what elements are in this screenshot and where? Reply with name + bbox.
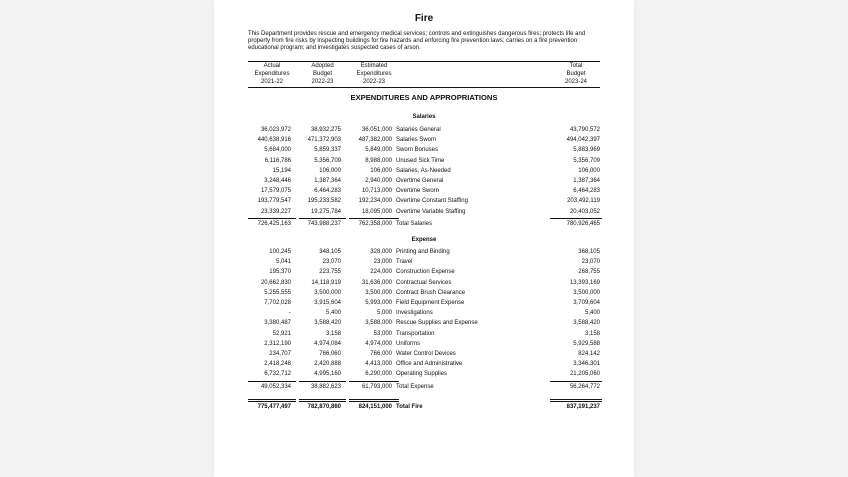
budget-2023-24-cell: 837,191,237: [566, 404, 600, 411]
estimated-2022-23-cell: 18,095,000: [361, 208, 392, 215]
table-row: [214, 156, 634, 166]
department-description: This Department provides rescue and emergency medical services; controls and extinguishes dangerous fires; protects life and property from fire risks by inspecting buildings for fire hazards and enforcing fire prevention laws; carries on a fire prevention educational program; and investigates suspected cases of arson.: [248, 31, 586, 52]
subtotal-rule: [299, 381, 346, 382]
budget-2023-24-cell: 368,105: [578, 249, 600, 255]
table-row: [214, 257, 634, 267]
adopted-2022-23-cell: 38,932,275: [310, 127, 341, 133]
estimated-2022-23-cell: 5,993,000: [365, 300, 392, 306]
table-row: [214, 145, 634, 155]
line-item-cell: Salaries, As-Needed: [396, 167, 451, 174]
header-line: Actual: [263, 63, 281, 69]
adopted-2022-23-cell: 766,060: [319, 351, 341, 357]
budget-2023-24-cell: 106,000: [578, 167, 600, 174]
estimated-2022-23-cell: 8,988,000: [365, 157, 392, 164]
header-line: Budget: [312, 71, 333, 77]
actual-2021-22-cell: 3,380,487: [264, 320, 291, 327]
actual-2021-22-cell: 440,638,916: [257, 137, 291, 144]
table-row: [214, 288, 634, 298]
line-item-cell: Overtime Variable Staffing: [396, 208, 466, 215]
section-title: EXPENDITURES AND APPROPRIATIONS: [350, 93, 498, 102]
line-item-cell: Total Fire: [396, 404, 423, 411]
budget-2023-24-cell: 56,264,772: [569, 384, 600, 391]
adopted-2022-23-cell: 19,275,784: [310, 208, 341, 215]
line-item-cell: Salaries Sworn: [396, 137, 437, 144]
table-row: [214, 349, 634, 359]
estimated-2022-23-cell: 328,000: [370, 249, 392, 255]
estimated-2022-23-cell: 106,000: [370, 167, 392, 174]
adopted-2022-23-cell: 5,859,337: [314, 147, 341, 154]
salaries-total-row: [214, 219, 634, 229]
actual-2021-22-cell: 17,579,075: [260, 188, 291, 195]
header-line: 2022-23: [311, 79, 334, 85]
line-item-cell: Uniforms: [396, 340, 421, 347]
adopted-2022-23-cell: 3,588,420: [314, 320, 341, 327]
line-item-cell: Water Control Devices: [396, 351, 456, 357]
actual-2021-22-cell: 52,921: [272, 330, 291, 337]
table-row: [214, 329, 634, 339]
line-item-cell: Construction Expense: [396, 269, 455, 276]
budget-2023-24-cell: 3,709,604: [573, 300, 600, 306]
grand-total-rule: [299, 401, 346, 402]
line-item-cell: Field Equipment Expense: [396, 300, 465, 306]
table-row: [214, 125, 634, 135]
header-line: 2023-24: [564, 79, 588, 85]
adopted-2022-23-cell: 6,464,283: [314, 188, 341, 195]
header-line: Expenditures: [254, 71, 290, 77]
expense-total-row: [214, 382, 634, 392]
actual-2021-22-cell: 193,779,547: [257, 198, 291, 205]
adopted-2022-23-cell: 782,870,860: [307, 404, 341, 411]
table-row: [214, 278, 634, 288]
adopted-2022-23-cell: 3,915,604: [314, 300, 341, 306]
line-item-cell: Operating Supplies: [396, 371, 448, 378]
grand-total-row: [214, 402, 634, 412]
adopted-2022-23-cell: 106,000: [319, 167, 341, 174]
estimated-2022-23-cell: 31,636,000: [361, 279, 392, 286]
budget-2023-24-cell: 494,042,397: [566, 137, 600, 144]
estimated-2022-23-cell: 5,000: [376, 310, 392, 317]
adopted-2022-23-cell: 4,974,084: [314, 340, 341, 347]
budget-2023-24-cell: 3,346,301: [573, 361, 600, 368]
table-row: [214, 298, 634, 308]
budget-2023-24-cell: 3,500,000: [573, 289, 600, 296]
estimated-2022-23-cell: 2,940,000: [365, 178, 392, 184]
budget-2023-24-cell: 13,393,169: [569, 279, 600, 286]
line-item-cell: Overtime General: [396, 178, 444, 184]
estimated-2022-23-cell: 224,000: [370, 269, 392, 276]
budget-2023-24-cell: 20,403,052: [569, 208, 600, 215]
budget-2023-24-cell: 268,755: [578, 269, 600, 276]
table-row: [214, 267, 634, 277]
estimated-2022-23-cell: 4,974,000: [365, 340, 392, 347]
header-line: Expenditures: [356, 71, 392, 77]
estimated-2022-23-cell: 3,588,000: [365, 320, 392, 327]
actual-2021-22-cell: 775,477,497: [257, 404, 291, 411]
budget-2023-24-cell: 23,070: [581, 259, 600, 266]
subtotal-rule: [349, 218, 399, 219]
actual-2021-22-cell: 5,041: [275, 259, 291, 266]
grand-total-rule: [349, 399, 399, 400]
line-item-cell: Sworn Bonuses: [396, 147, 439, 154]
header-bottom-rule: [248, 87, 600, 88]
actual-2021-22-cell: -: [289, 310, 291, 317]
adopted-2022-23-cell: 38,882,623: [310, 384, 341, 391]
actual-2021-22-cell: 2,312,190: [264, 340, 291, 347]
budget-2023-24-cell: 5,356,709: [573, 157, 600, 164]
adopted-2022-23-cell: 195,233,582: [307, 198, 341, 205]
line-item-cell: Investigations: [396, 310, 433, 317]
salaries-heading: Salaries: [412, 114, 436, 120]
table-row: [214, 166, 634, 176]
line-item-cell: Rescue Supplies and Expense: [396, 320, 478, 327]
estimated-2022-23-cell: 3,500,000: [365, 289, 392, 296]
budget-2023-24-cell: 3,158: [584, 330, 600, 337]
header-line: Estimated: [360, 63, 388, 69]
adopted-2022-23-cell: 14,118,919: [311, 279, 341, 286]
actual-2021-22-cell: 195,370: [269, 269, 291, 276]
actual-2021-22-cell: 5,255,555: [264, 289, 291, 296]
estimated-2022-23-cell: 53,000: [373, 330, 392, 337]
grand-total-rule: [349, 401, 399, 402]
column-header-adopted: [299, 62, 346, 86]
line-item-cell: Travel: [396, 259, 413, 266]
estimated-2022-23-cell: 61,793,000: [361, 384, 392, 391]
table-row: [214, 308, 634, 318]
actual-2021-22-cell: 7,702,028: [264, 300, 291, 306]
actual-2021-22-cell: 15,194: [272, 167, 291, 174]
grand-total-rule: [550, 401, 602, 402]
actual-2021-22-cell: 726,425,163: [257, 221, 291, 228]
estimated-2022-23-cell: 824,151,000: [358, 404, 392, 411]
subtotal-rule: [349, 381, 399, 382]
line-item-cell: Total Salaries: [396, 221, 433, 228]
header-line: Adopted: [311, 63, 334, 69]
budget-2023-24-cell: 1,387,364: [573, 178, 600, 184]
estimated-2022-23-cell: 192,234,000: [358, 198, 392, 205]
actual-2021-22-cell: 5,684,000: [264, 147, 291, 154]
budget-2023-24-cell: 5,883,969: [573, 147, 600, 154]
adopted-2022-23-cell: 471,372,903: [307, 137, 341, 144]
actual-2021-22-cell: 2,418,248: [264, 361, 291, 368]
adopted-2022-23-cell: 223,755: [319, 269, 341, 276]
estimated-2022-23-cell: 762,358,000: [358, 221, 392, 228]
subtotal-rule: [248, 381, 296, 382]
line-item-cell: Unused Sick Time: [396, 157, 445, 164]
table-row: [214, 207, 634, 217]
table-row: [214, 339, 634, 349]
table-row: [214, 135, 634, 145]
estimated-2022-23-cell: 36,051,000: [361, 127, 392, 133]
column-header-actual: [248, 62, 296, 86]
line-item-cell: Transportation: [396, 330, 435, 337]
budget-2023-24-cell: 203,492,119: [567, 198, 600, 205]
adopted-2022-23-cell: 348,105: [319, 249, 341, 255]
budget-2023-24-cell: 5,929,588: [573, 340, 600, 347]
estimated-2022-23-cell: 4,413,000: [365, 361, 392, 368]
table-row: [214, 196, 634, 206]
budget-2023-24-cell: 3,588,420: [573, 320, 600, 327]
table-row: [214, 186, 634, 196]
estimated-2022-23-cell: 10,713,000: [361, 188, 392, 195]
actual-2021-22-cell: 20,662,830: [260, 279, 291, 286]
subtotal-rule: [550, 218, 602, 219]
grand-total-rule: [299, 399, 346, 400]
header-line: Total: [569, 63, 583, 69]
actual-2021-22-cell: 234,707: [269, 351, 291, 357]
budget-2023-24-cell: 780,926,465: [566, 221, 600, 228]
table-row: [214, 359, 634, 369]
adopted-2022-23-cell: 3,158: [325, 330, 341, 337]
actual-2021-22-cell: 23,339,227: [260, 208, 291, 215]
actual-2021-22-cell: 100,245: [269, 249, 291, 255]
subtotal-rule: [299, 218, 346, 219]
budget-2023-24-cell: 43,790,572: [569, 127, 600, 133]
budget-2023-24-cell: 6,464,283: [573, 188, 600, 195]
header-line: Budget: [566, 71, 586, 77]
grand-total-rule: [550, 399, 602, 400]
estimated-2022-23-cell: 766,000: [370, 351, 392, 357]
line-item-cell: Overtime Sworn: [396, 188, 440, 195]
line-item-cell: Office and Administrative: [396, 361, 463, 368]
actual-2021-22-cell: 3,248,446: [264, 178, 291, 184]
adopted-2022-23-cell: 2,420,888: [314, 361, 341, 368]
estimated-2022-23-cell: 23,000: [373, 259, 392, 266]
grand-total-rule: [248, 399, 296, 400]
line-item-cell: Printing and Binding: [396, 249, 450, 255]
column-header-total: [550, 62, 602, 86]
adopted-2022-23-cell: 5,356,709: [314, 157, 341, 164]
line-item-cell: Overtime Constant Staffing: [396, 198, 468, 205]
actual-2021-22-cell: 36,023,972: [260, 127, 291, 133]
expense-heading: Expense: [411, 237, 437, 243]
subtotal-rule: [550, 381, 602, 382]
adopted-2022-23-cell: 743,988,237: [307, 221, 341, 228]
line-item-cell: Contractual Services: [396, 279, 452, 286]
adopted-2022-23-cell: 5,400: [325, 310, 341, 317]
header-top-rule: [248, 61, 600, 62]
adopted-2022-23-cell: 1,387,364: [314, 178, 341, 184]
estimated-2022-23-cell: 487,382,000: [358, 137, 392, 144]
adopted-2022-23-cell: 4,995,160: [314, 371, 341, 378]
budget-2023-24-cell: 824,142: [578, 351, 600, 357]
page-title: Fire: [414, 13, 434, 24]
subtotal-rule: [248, 218, 296, 219]
actual-2021-22-cell: 6,116,786: [264, 157, 291, 164]
header-line: 2021-22: [260, 79, 284, 85]
table-row: [214, 176, 634, 186]
adopted-2022-23-cell: 23,070: [322, 259, 341, 266]
line-item-cell: Total Expense: [396, 384, 434, 391]
budget-page: [214, 0, 634, 477]
actual-2021-22-cell: 6,732,712: [264, 371, 291, 378]
table-row: [214, 318, 634, 328]
budget-2023-24-cell: 21,205,060: [569, 371, 600, 378]
budget-2023-24-cell: 5,400: [584, 310, 600, 317]
table-row: [214, 369, 634, 379]
actual-2021-22-cell: 49,052,334: [260, 384, 291, 391]
column-header-estimated: [349, 62, 399, 86]
grand-total-rule: [248, 401, 296, 402]
line-item-cell: Salaries General: [396, 127, 441, 133]
table-row: [214, 247, 634, 257]
estimated-2022-23-cell: 5,849,000: [365, 147, 392, 154]
adopted-2022-23-cell: 3,500,000: [314, 289, 341, 296]
line-item-cell: Contract Brush Clearance: [396, 289, 466, 296]
estimated-2022-23-cell: 6,290,000: [365, 371, 392, 378]
header-line: 2022-23: [362, 79, 386, 85]
